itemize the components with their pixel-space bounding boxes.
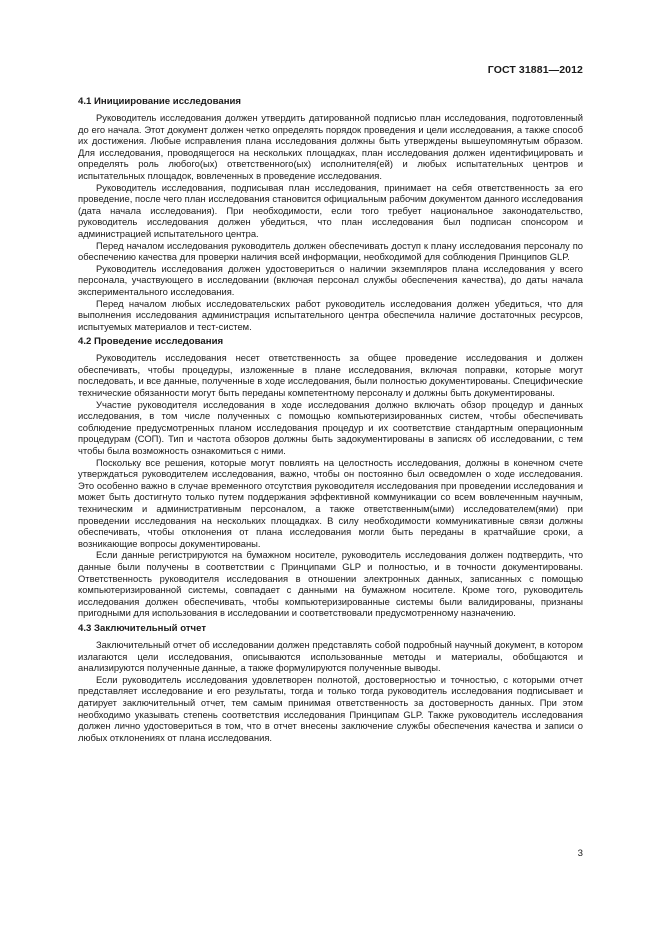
paragraph: Руководитель исследования должен удостовериться о наличии экземпляров плана исследования у всего персонала, участвующего в исследовании (включая персонал службы обеспечения качества), до даты начала экспериментального исследования. [78, 262, 583, 297]
paragraph: Если руководитель исследования удовлетворен полнотой, достоверностью и точностью, с которыми отчет представляет исследование и его результаты, тогда и только тогда руководитель исследования подписывает и датирует заключительный отчет, тем самым принимая ответственность за достоверность данных. При этом необходимо указывать степень соответствия исследования Принципам GLP. Также руководитель исследования должен лично удостовериться в том, что в отчет внесены заключение службы обеспечения качества и записи о любых отклонениях от плана исследования. [78, 673, 583, 743]
paragraph: Заключительный отчет об исследовании должен представлять собой подробный научный документ, в котором излагаются цели исследования, описываются использованные методы и материалы, обобщаются и анализируются полученные данные, а также формулируются полученные выводы. [78, 638, 583, 674]
paragraph: Перед началом любых исследовательских работ руководитель исследования должен убедиться, что для выполнения исследования администрация испытательного центра обеспечила наличие достаточных ресурсов, испытуемых материалов и тест-систем. [78, 297, 583, 332]
document-body [78, 92, 583, 743]
paragraph: Участие руководителя исследования в ходе исследования должно включать обзор процедур и данных исследования, в том числе полученных с помощью компьютеризированных систем, чтобы обеспечивать соблюдение предусмотренных планом исследования процедур и их соответствие стандартным операционным процедурам (СОП). Тип и частота обзоров должны быть задокументированы в записях об исследовании, с тем чтобы была возможность ознакомиться с ними. [78, 398, 583, 457]
section-heading-4-2: 4.2 Проведение исследования [78, 336, 224, 348]
paragraph: Если данные регистрируются на бумажном носителе, руководитель исследования должен подтвердить, что данные были получены в соответствии с Принципами GLP и полностью, и в точности документированы. Ответственность руководителя исследования в отношении электронных данных, записанных с помощью компьютеризированной системы, совпадает с данными на бумажном носителе. Кроме того, руководитель исследования должен обеспечивать, чтобы компьютеризированные системы были валидированы, признаны пригодными для использования в исследовании и соответствовали предусмотренному назначению. [78, 549, 583, 619]
standard-code-header: ГОСТ 31881—2012 [487, 64, 583, 76]
page-number: 3 [577, 848, 583, 859]
paragraph: Поскольку все решения, которые могут повлиять на целостность исследования, должны в конечном счете утверждаться руководителем исследования, важно, чтобы он постоянно был осведомлен о ходе исследования. Это особенно важно в случае временного отсутствия руководителя исследования при проведении исследования и может быть достигнуто только путем поддержания эффективной коммуникации со всем вовлеченным научным, техническим и административным персоналом, а также ответственным(ыми) исследователем(ями) при проведении исследования на нескольких площадках. В силу необходимости коммуникативные связи должны обеспечивать, чтобы отклонения от плана исследования могли быть переданы в кратчайшие сроки, а возникающие вопросы документированы. [78, 456, 583, 549]
section-heading-4-1: 4.1 Инициирование исследования [78, 96, 242, 107]
paragraph: Руководитель исследования, подписывая план исследования, принимает на себя ответственность за его проведение, после чего план исследования становится официальным рабочим документом данного исследования (дата начала исследования). При необходимости, если того требует национальное законодательство, руководитель исследования должен убедиться, что план исследования был подписан спонсором и администрацией испытательного центра. [78, 181, 583, 239]
paragraph: Руководитель исследования несет ответственность за общее проведение исследования и должен обеспечивать, чтобы процедуры, изложенные в плане исследования, включая поправки, которые могут последовать, и все данные, полученные в ходе исследования, были полностью документированы. Специфические технические обязанности могут быть переданы компетентному персоналу и должны быть документированы. [78, 352, 583, 399]
paragraph: Руководитель исследования должен утвердить датированной подписью план исследования, подготовленный до его начала. Этот документ должен четко определять порядок проведения и цели исследования, а также способ их достижения. Любые исправления плана исследования должны быть утверждены вышеупомянутым образом. Для исследования, проводящегося на нескольких площадках, план исследования должен идентифицировать и определять роль любого(ых) ответственного(ых) исполнителя(ей) и любых испытательных центров и испытательных площадок, вовлеченных в проведение исследования. [78, 112, 583, 181]
paragraph: Перед началом исследования руководитель должен обеспечивать доступ к плану исследования персоналу по обеспечению качества для проверки наличия всей информации, необходимой для соблюдения Принципов GLP. [78, 239, 583, 263]
section-heading-4-3: 4.3 Заключительный отчет [78, 622, 207, 634]
